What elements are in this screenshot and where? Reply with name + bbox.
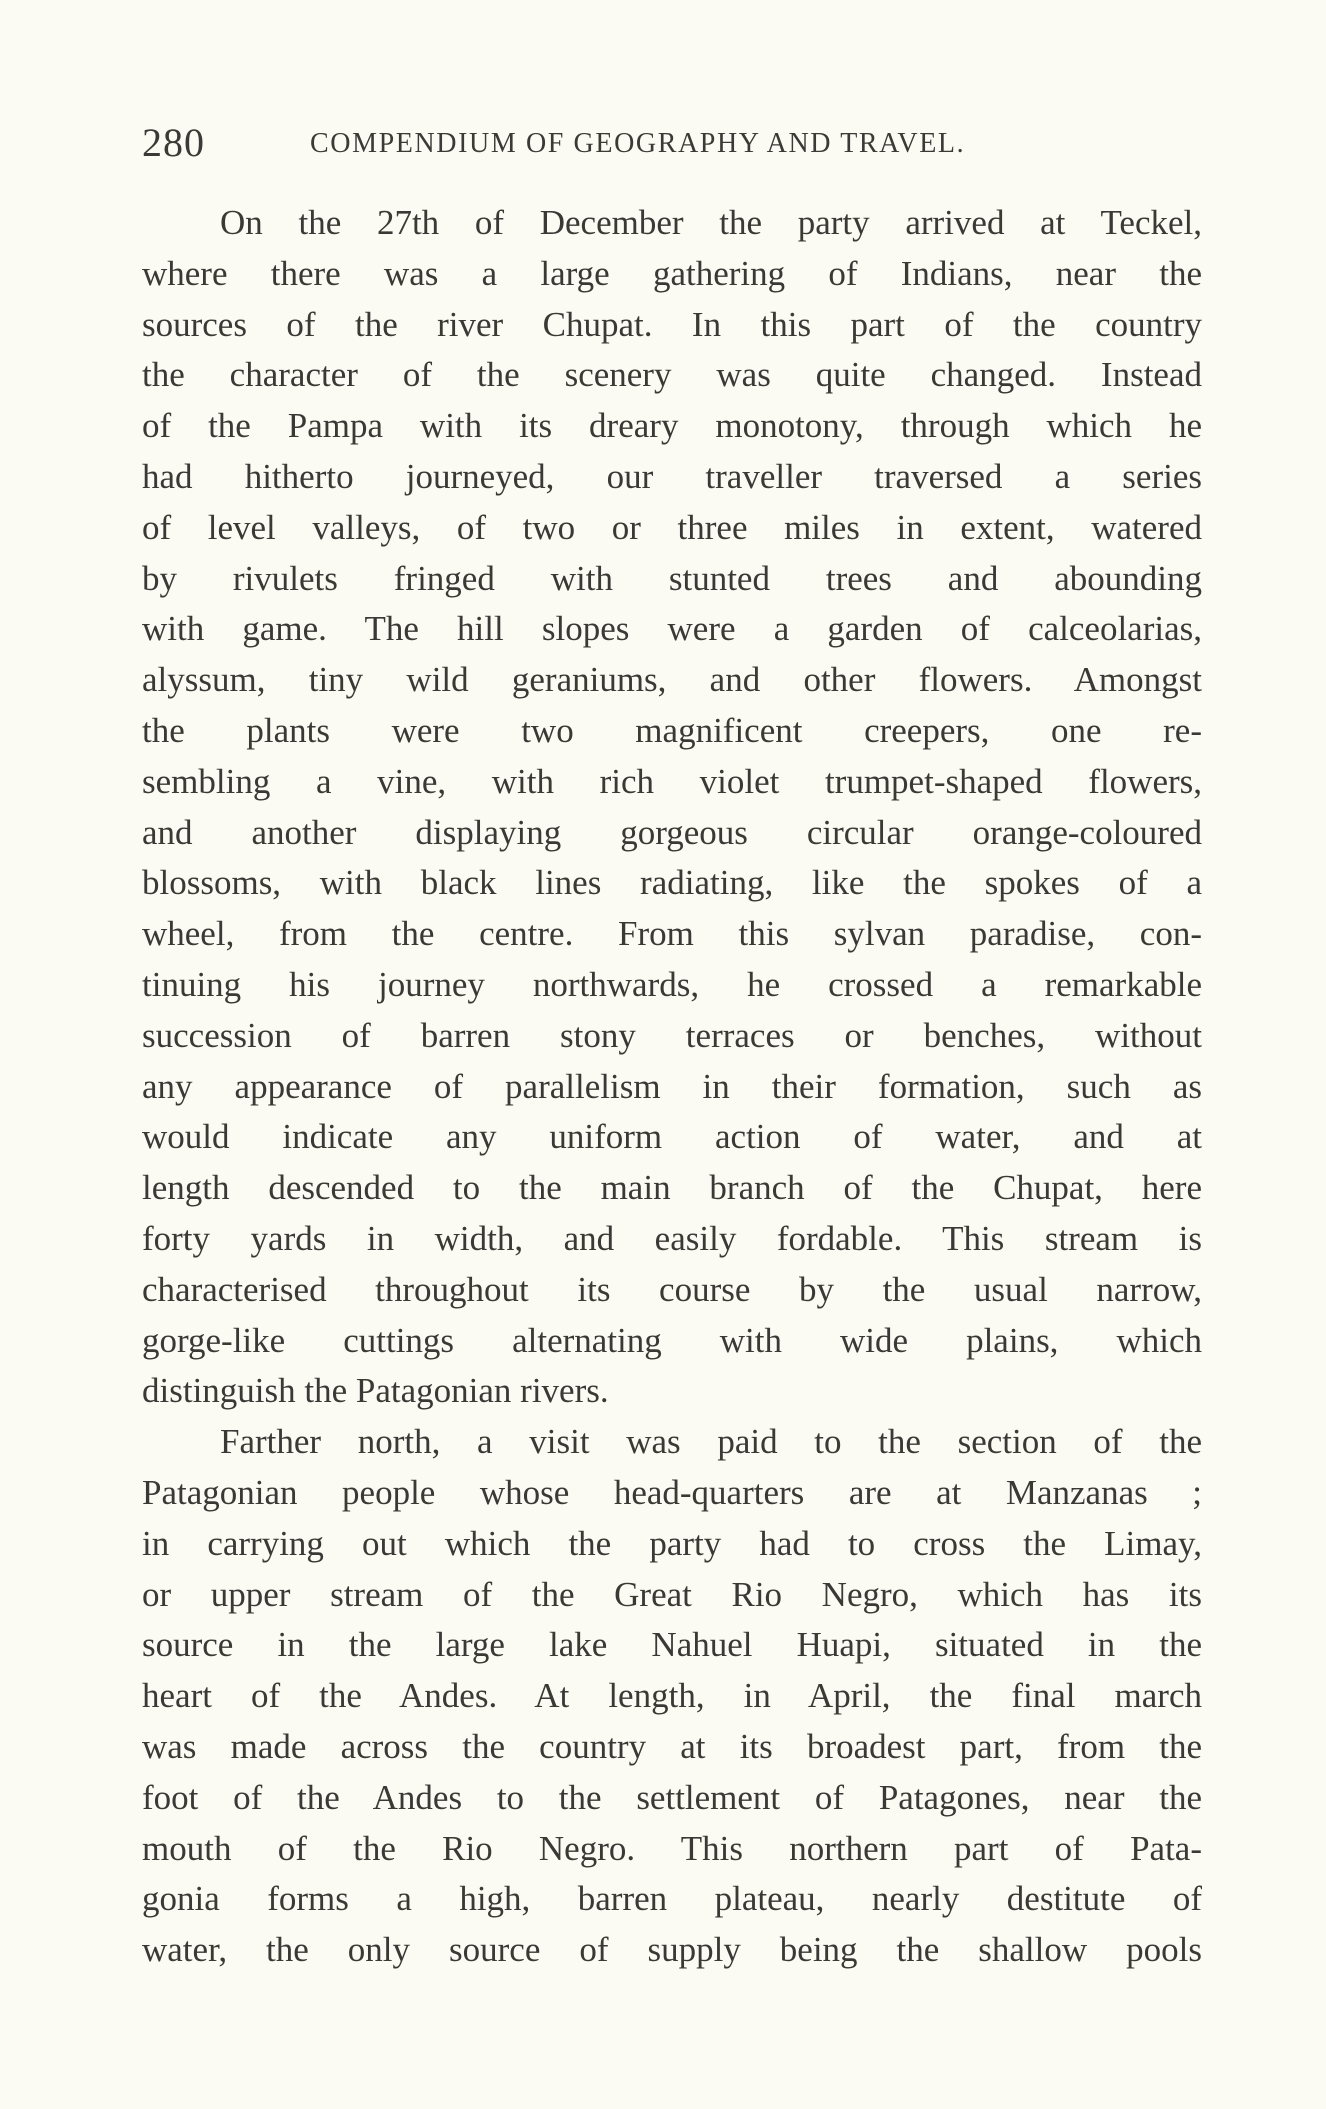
text-line: any appearance of parallelism in their formation, such as — [142, 1066, 1202, 1106]
text-line: distinguish the Patagonian rivers. — [142, 1371, 609, 1411]
text-line: sources of the river Chupat. In this part of the country — [142, 304, 1202, 344]
paragraph-2 — [142, 1417, 1202, 1976]
text-line: was made across the country at its broadest part, from the — [142, 1726, 1202, 1766]
text-line: of level valleys, of two or three miles in extent, watered — [142, 507, 1202, 547]
text-line: blossoms, with black lines radiating, like the spokes of a — [142, 863, 1202, 903]
text-line: Patagonian people whose head-quarters are at Manzanas ; — [142, 1472, 1202, 1512]
text-line: foot of the Andes to the settlement of Patagones, near the — [142, 1777, 1202, 1817]
text-line: source in the large lake Nahuel Huapi, situated in the — [142, 1625, 1202, 1665]
text-line: length descended to the main branch of the Chupat, here — [142, 1168, 1202, 1208]
text-line: had hitherto journeyed, our traveller traversed a series — [142, 456, 1202, 496]
text-line: where there was a large gathering of Indians, near the — [142, 253, 1202, 293]
text-line: the character of the scenery was quite changed. Instead — [142, 355, 1202, 395]
text-line: mouth of the Rio Negro. This northern part of Pata- — [142, 1828, 1202, 1868]
page-header — [142, 118, 1202, 168]
text-line: forty yards in width, and easily fordable. This stream is — [142, 1218, 1202, 1258]
paragraph-1 — [142, 198, 1202, 1417]
page-number: 280 — [142, 120, 205, 165]
text-line: alyssum, tiny wild geraniums, and other flowers. Amongst — [142, 660, 1202, 700]
running-title: COMPENDIUM OF GEOGRAPHY AND TRAVEL. — [310, 128, 966, 159]
text-line: and another displaying gorgeous circular orange-coloured — [142, 812, 1202, 852]
text-line: in carrying out which the party had to cross the Limay, — [142, 1523, 1202, 1563]
text-line: succession of barren stony terraces or benches, without — [142, 1015, 1202, 1055]
text-line: with game. The hill slopes were a garden of calceolarias, — [142, 609, 1202, 649]
text-line: water, the only source of supply being the shallow pools — [142, 1930, 1202, 1970]
text-line: characterised throughout its course by the usual narrow, — [142, 1269, 1202, 1309]
text-line: gorge-like cuttings alternating with wide plains, which — [142, 1320, 1202, 1360]
text-line: sembling a vine, with rich violet trumpet-shaped flowers, — [142, 761, 1202, 801]
text-line: of the Pampa with its dreary monotony, through which he — [142, 406, 1202, 446]
text-line: wheel, from the centre. From this sylvan paradise, con- — [142, 914, 1202, 954]
text-line: the plants were two magnificent creepers, one re- — [142, 710, 1202, 750]
text-line: Farther north, a visit was paid to the section of the — [220, 1422, 1202, 1462]
text-line: by rivulets fringed with stunted trees and abounding — [142, 558, 1202, 598]
text-line: would indicate any uniform action of water, and at — [142, 1117, 1202, 1157]
text-line: heart of the Andes. At length, in April, the final march — [142, 1676, 1202, 1716]
text-line: or upper stream of the Great Rio Negro, which has its — [142, 1574, 1202, 1614]
body-text — [142, 198, 1202, 1976]
text-line: gonia forms a high, barren plateau, nearly destitute of — [142, 1879, 1202, 1919]
text-line: tinuing his journey northwards, he crossed a remarkable — [142, 964, 1202, 1004]
text-line: On the 27th of December the party arrived at Teckel, — [220, 203, 1202, 242]
